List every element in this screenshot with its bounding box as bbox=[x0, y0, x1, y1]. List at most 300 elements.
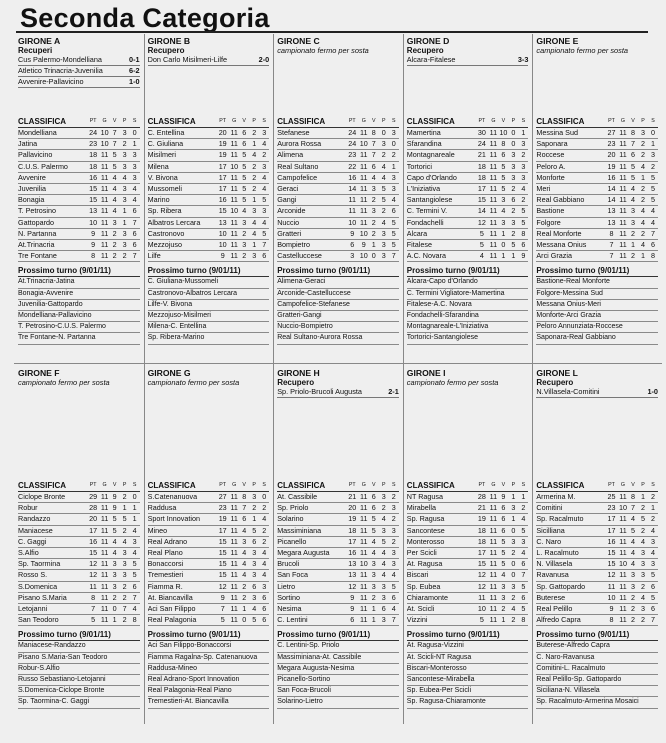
team-stat: 11 bbox=[230, 195, 238, 205]
team-stat: 6 bbox=[650, 240, 655, 250]
team-points: 15 bbox=[477, 559, 486, 569]
col-p: P bbox=[252, 118, 256, 124]
team-name: Roccese bbox=[536, 150, 565, 160]
team-stat: 2 bbox=[371, 217, 376, 227]
team-stat: 3 bbox=[132, 161, 137, 171]
team-stat: 4 bbox=[650, 548, 655, 558]
team-stat: 3 bbox=[391, 525, 396, 535]
recupero-score: 2-1 bbox=[388, 387, 399, 396]
standings-row bbox=[277, 206, 399, 217]
team-stat: 5 bbox=[521, 525, 526, 535]
team-name: Peloro A. bbox=[536, 161, 566, 171]
team-name: Stefanese bbox=[277, 128, 310, 137]
team-name: Per Scicli bbox=[406, 548, 437, 558]
standings-row bbox=[277, 604, 399, 615]
team-stat: 5 bbox=[391, 581, 396, 591]
team-stat: 6 bbox=[391, 206, 396, 216]
team-points: 19 bbox=[218, 139, 227, 149]
team-stat: 11 bbox=[100, 172, 109, 182]
team-name: Mirabella bbox=[406, 503, 436, 513]
col-g: G bbox=[491, 118, 496, 124]
team-points: 8 bbox=[91, 592, 96, 602]
team-name: Castronovo bbox=[147, 228, 185, 238]
team-stat: 1 bbox=[252, 139, 257, 149]
team-stat: 4 bbox=[521, 548, 526, 558]
team-stat: 3 bbox=[132, 536, 137, 546]
team-stat: 11 bbox=[100, 240, 109, 250]
girone-name: GIRONE B bbox=[147, 36, 191, 46]
standings-row bbox=[407, 503, 529, 514]
team-stat: 11 bbox=[360, 206, 368, 216]
recupero-score: 1-0 bbox=[129, 77, 140, 86]
team-stat: 3 bbox=[521, 161, 526, 171]
team-stat: 6 bbox=[242, 139, 247, 149]
team-stat: 2 bbox=[262, 525, 267, 535]
team-stat: 11 bbox=[489, 128, 498, 137]
team-points: 3 bbox=[350, 251, 355, 261]
team-stat: 3 bbox=[521, 172, 526, 182]
team-stat: 1 bbox=[242, 604, 247, 614]
team-stat: 3 bbox=[381, 592, 386, 602]
team-stat: 11 bbox=[230, 139, 238, 149]
standings-row bbox=[536, 206, 658, 217]
girone-name: GIRONE F bbox=[18, 368, 60, 378]
next-match: At. Ragusa-Vizzini bbox=[407, 641, 529, 652]
team-name: C. Entellina bbox=[147, 128, 185, 137]
team-points: 9 bbox=[609, 604, 614, 614]
team-stat: 11 bbox=[230, 184, 238, 194]
team-stat: 11 bbox=[489, 150, 498, 160]
next-match: Fitalese-A.C. Novara bbox=[407, 300, 529, 311]
team-stat: 10 bbox=[359, 251, 368, 261]
standings-row bbox=[536, 150, 658, 161]
next-match: Castronovo-Albatros Lercara bbox=[148, 289, 270, 300]
next-match: Real Palagonia-Real Piano bbox=[148, 686, 270, 697]
team-name: Sfarandina bbox=[406, 139, 442, 149]
team-name: Ravanusa bbox=[536, 570, 569, 580]
team-stat: 2 bbox=[630, 251, 635, 261]
team-stat: 5 bbox=[650, 172, 655, 182]
team-name: Sp. Gattopardo bbox=[536, 581, 586, 591]
team-stat: 4 bbox=[640, 592, 645, 602]
team-stat: 11 bbox=[230, 570, 238, 580]
team-name: Bonaccorsi bbox=[147, 559, 184, 569]
team-stat: 4 bbox=[640, 161, 645, 171]
team-stat: 4 bbox=[112, 536, 117, 546]
team-stat: 11 bbox=[360, 536, 368, 546]
standings-row bbox=[407, 514, 529, 525]
team-stat: 11 bbox=[489, 161, 498, 171]
team-name: At. Scicli bbox=[406, 604, 435, 614]
recupero-match: Sp. Priolo-Brucoli Augusta bbox=[277, 387, 362, 396]
team-stat: 5 bbox=[640, 514, 645, 524]
team-stat: 1 bbox=[640, 172, 645, 182]
team-stat: 0 bbox=[371, 251, 376, 261]
team-stat: 7 bbox=[371, 150, 376, 160]
team-stat: 7 bbox=[132, 251, 137, 261]
team-points: 15 bbox=[218, 548, 227, 558]
recupero-label: Recupero bbox=[406, 46, 444, 55]
team-stat: 2 bbox=[511, 592, 516, 602]
col-s: S bbox=[262, 118, 266, 124]
team-stat: 3 bbox=[630, 217, 635, 227]
team-stat: 3 bbox=[640, 570, 645, 580]
team-stat: 11 bbox=[230, 514, 238, 524]
team-points: 9 bbox=[350, 604, 355, 614]
team-stat: 3 bbox=[252, 559, 257, 569]
team-stat: 4 bbox=[242, 570, 247, 580]
standings-row bbox=[536, 503, 658, 514]
standings-row bbox=[407, 150, 529, 161]
team-points: 20 bbox=[89, 514, 98, 524]
team-name: Albatros Lercara bbox=[147, 217, 201, 227]
team-stat: 1 bbox=[640, 492, 645, 501]
standings-row bbox=[536, 604, 658, 615]
prossimo-turno-title: Prossimo turno (9/01/11) bbox=[536, 265, 658, 277]
recupero-label: Recupero bbox=[536, 378, 574, 387]
team-name: Fitalese bbox=[406, 240, 432, 250]
team-stat: 2 bbox=[650, 161, 655, 171]
team-stat: 11 bbox=[100, 548, 109, 558]
team-stat: 7 bbox=[132, 217, 137, 227]
team-stat: 3 bbox=[132, 150, 137, 160]
team-stat: 11 bbox=[619, 592, 627, 602]
team-name: Sp. Ribera bbox=[147, 206, 182, 216]
team-stat: 4 bbox=[501, 570, 506, 580]
team-stat: 3 bbox=[262, 128, 267, 137]
team-stat: 11 bbox=[489, 139, 498, 149]
recupero-row bbox=[148, 55, 270, 66]
team-stat: 2 bbox=[371, 195, 376, 205]
team-stat: 4 bbox=[132, 195, 137, 205]
team-stat: 8 bbox=[242, 492, 247, 501]
standings-row bbox=[277, 615, 399, 626]
team-points: 12 bbox=[477, 570, 486, 580]
team-stat: 4 bbox=[650, 217, 655, 227]
team-stat: 1 bbox=[371, 615, 376, 625]
team-stat: 11 bbox=[489, 548, 498, 558]
next-match: C. Lentini-Sp. Priolo bbox=[277, 641, 399, 652]
team-stat: 4 bbox=[650, 206, 655, 216]
team-name: Comitini bbox=[536, 503, 563, 513]
team-name: S.Catenanuova bbox=[147, 492, 198, 501]
next-match: Alimena-Geraci bbox=[277, 277, 399, 288]
team-stat: 11 bbox=[619, 251, 627, 261]
team-stat: 11 bbox=[360, 592, 368, 602]
team-stat: 1 bbox=[640, 251, 645, 261]
team-stat: 3 bbox=[252, 206, 257, 216]
team-stat: 2 bbox=[252, 172, 257, 182]
next-match: Tortorici-Santangiolese bbox=[407, 333, 529, 344]
standings-header bbox=[407, 116, 529, 128]
standings-row bbox=[148, 503, 270, 514]
classifica-label: CLASSIFICA bbox=[147, 481, 196, 490]
standings-row bbox=[148, 195, 270, 206]
standings-table bbox=[536, 116, 658, 345]
team-stat: 5 bbox=[501, 559, 506, 569]
team-stat: 7 bbox=[122, 604, 127, 614]
standings-row bbox=[18, 139, 140, 150]
team-stat: 5 bbox=[630, 525, 635, 535]
team-stat: 1 bbox=[122, 206, 127, 216]
team-name: Gattopardo bbox=[18, 217, 54, 227]
team-stat: 0 bbox=[132, 128, 137, 137]
team-points: 15 bbox=[607, 559, 616, 569]
team-stat: 4 bbox=[371, 172, 376, 182]
standings-row bbox=[407, 206, 529, 217]
team-name: Armerina M. bbox=[536, 492, 576, 501]
team-stat: 11 bbox=[619, 228, 627, 238]
team-name: Milena bbox=[147, 161, 169, 171]
team-stat: 3 bbox=[630, 570, 635, 580]
team-stat: 3 bbox=[122, 228, 127, 238]
standings-row bbox=[277, 184, 399, 195]
team-stat: 11 bbox=[230, 492, 238, 501]
standings-row bbox=[148, 251, 270, 262]
team-stat: 5 bbox=[112, 514, 117, 524]
recupero-match: Cus Palermo-Mondelliana bbox=[18, 55, 102, 64]
girone-block bbox=[532, 34, 662, 364]
team-stat: 11 bbox=[100, 206, 109, 216]
team-stat: 11 bbox=[360, 184, 368, 194]
team-points: 16 bbox=[607, 172, 616, 182]
team-name: Alimena bbox=[277, 150, 304, 160]
team-stat: 5 bbox=[521, 217, 526, 227]
team-stat: 4 bbox=[242, 206, 247, 216]
standings-row bbox=[407, 195, 529, 206]
gironi-grid bbox=[14, 34, 662, 734]
team-points: 15 bbox=[89, 548, 98, 558]
team-stat: 1 bbox=[650, 139, 655, 149]
girone-block bbox=[144, 366, 274, 706]
team-stat: 6 bbox=[521, 240, 526, 250]
team-stat: 7 bbox=[650, 228, 655, 238]
team-stat: 11 bbox=[619, 195, 627, 205]
team-name: Folgore bbox=[536, 217, 561, 227]
team-stat: 3 bbox=[112, 217, 117, 227]
team-points: 15 bbox=[218, 559, 227, 569]
team-stat: 2 bbox=[112, 592, 117, 602]
standings-row bbox=[277, 492, 399, 503]
team-stat: 11 bbox=[489, 228, 498, 238]
team-name: Campofelice bbox=[277, 172, 318, 182]
team-stat: 11 bbox=[619, 240, 627, 250]
team-stat: 3 bbox=[501, 581, 506, 591]
team-stat: 3 bbox=[501, 592, 506, 602]
girone-name: GIRONE A bbox=[18, 36, 61, 46]
recupero-row bbox=[277, 387, 399, 398]
team-stat: 2 bbox=[122, 139, 127, 149]
team-stat: 7 bbox=[650, 615, 655, 625]
col-s: S bbox=[262, 482, 266, 488]
prossimo-turno-title: Prossimo turno (9/01/11) bbox=[18, 265, 140, 277]
classifica-label: CLASSIFICA bbox=[18, 481, 66, 490]
col-p: P bbox=[511, 118, 516, 124]
team-stat: 3 bbox=[252, 492, 257, 501]
team-stat: 6 bbox=[501, 503, 506, 513]
team-stat: 3 bbox=[112, 559, 117, 569]
standings-row bbox=[148, 218, 270, 229]
col-g: G bbox=[491, 482, 496, 488]
team-stat: 6 bbox=[242, 128, 247, 137]
team-stat: 3 bbox=[511, 161, 516, 171]
team-stat: 2 bbox=[511, 184, 516, 194]
team-points: 30 bbox=[477, 128, 486, 137]
team-points: 10 bbox=[477, 604, 486, 614]
team-points: 17 bbox=[348, 536, 357, 546]
team-points: 5 bbox=[479, 240, 484, 250]
standings-table bbox=[407, 116, 529, 345]
team-points: 9 bbox=[220, 251, 225, 261]
standings-table bbox=[18, 480, 140, 709]
col-v: V bbox=[242, 118, 246, 124]
team-points: 24 bbox=[477, 139, 486, 149]
standings-row bbox=[18, 128, 140, 139]
team-stat: 7 bbox=[391, 251, 396, 261]
recupero-score: 6-2 bbox=[129, 66, 140, 75]
team-stat: 6 bbox=[262, 251, 267, 261]
standings-row bbox=[18, 615, 140, 626]
standings-row bbox=[536, 582, 658, 593]
classifica-label: CLASSIFICA bbox=[277, 117, 326, 126]
team-stat: 6 bbox=[132, 228, 137, 238]
recupero-label: Recupero bbox=[147, 46, 185, 55]
team-stat: 2 bbox=[391, 514, 396, 524]
team-stat: 5 bbox=[521, 604, 526, 614]
standings-row bbox=[277, 526, 399, 537]
team-stat: 3 bbox=[122, 128, 127, 137]
team-stat: 5 bbox=[650, 592, 655, 602]
standings-row bbox=[18, 240, 140, 251]
standings-row bbox=[407, 559, 529, 570]
standings-row bbox=[148, 526, 270, 537]
team-stat: 3 bbox=[371, 581, 376, 591]
team-stat: 2 bbox=[242, 228, 247, 238]
team-stat: 11 bbox=[100, 570, 109, 580]
next-match: Sp. Ragusa-Chiaramonte bbox=[407, 697, 529, 708]
team-name: Bompietro bbox=[277, 240, 310, 250]
team-points: 21 bbox=[348, 492, 357, 501]
team-stat: 11 bbox=[619, 581, 627, 591]
team-points: 7 bbox=[609, 240, 614, 250]
team-stat: 2 bbox=[112, 240, 117, 250]
team-stat: 11 bbox=[100, 228, 109, 238]
team-stat: 5 bbox=[262, 195, 267, 205]
team-stat: 7 bbox=[391, 615, 396, 625]
team-stat: 2 bbox=[640, 150, 645, 160]
team-stat: 3 bbox=[132, 172, 137, 182]
next-match: Folgore-Messina Sud bbox=[536, 289, 658, 300]
team-stat: 2 bbox=[371, 592, 376, 602]
team-stat: 11 bbox=[230, 581, 238, 591]
team-name: Fondachelli bbox=[406, 217, 444, 227]
next-match: Sp. Taormina-C. Gaggi bbox=[18, 697, 140, 708]
team-stat: 3 bbox=[262, 581, 267, 591]
standings-row bbox=[536, 593, 658, 604]
team-name: Massiminiana bbox=[277, 525, 322, 535]
team-stat: 4 bbox=[262, 217, 267, 227]
girone-name: GIRONE C bbox=[277, 36, 320, 46]
team-points: 8 bbox=[609, 228, 614, 238]
team-name: Saponara bbox=[536, 139, 568, 149]
team-stat: 2 bbox=[262, 150, 267, 160]
prossimo-turno-title: Prossimo turno (9/01/11) bbox=[277, 629, 399, 641]
standings-table bbox=[536, 480, 658, 709]
next-match: Arconide-Castelluccese bbox=[277, 289, 399, 300]
team-name: Real Pelillo bbox=[536, 604, 573, 614]
team-points: 13 bbox=[89, 206, 98, 216]
team-stat: 0 bbox=[501, 240, 506, 250]
standings-row bbox=[148, 240, 270, 251]
team-points: 9 bbox=[91, 240, 96, 250]
team-stat: 3 bbox=[650, 559, 655, 569]
team-stat: 3 bbox=[381, 251, 386, 261]
team-points: 10 bbox=[607, 592, 616, 602]
team-name: Sancontese bbox=[406, 525, 445, 535]
standings-row bbox=[18, 559, 140, 570]
team-stat: 4 bbox=[262, 172, 267, 182]
standings-row bbox=[536, 184, 658, 195]
team-name: Bastione bbox=[536, 206, 565, 216]
standings-header bbox=[148, 116, 270, 128]
team-stat: 5 bbox=[650, 570, 655, 580]
standings-row bbox=[18, 173, 140, 184]
team-stat: 11 bbox=[230, 615, 238, 625]
next-match: Nuccio-Bompietro bbox=[277, 322, 399, 333]
team-stat: 0 bbox=[511, 128, 516, 137]
standings-row bbox=[407, 173, 529, 184]
team-points: 9 bbox=[350, 592, 355, 602]
team-stat: 0 bbox=[511, 570, 516, 580]
standings-row bbox=[277, 218, 399, 229]
team-name: Sortino bbox=[277, 592, 300, 602]
team-stat: 3 bbox=[122, 559, 127, 569]
next-match: Mondelliana-Pallavicino bbox=[18, 311, 140, 322]
col-pt: PT bbox=[89, 118, 97, 124]
team-stat: 1 bbox=[371, 604, 376, 614]
standings-row bbox=[18, 582, 140, 593]
standings-row bbox=[277, 548, 399, 559]
next-match: Messana Onius-Meri bbox=[536, 300, 658, 311]
team-stat: 3 bbox=[521, 139, 526, 149]
classifica-label: CLASSIFICA bbox=[536, 481, 585, 490]
team-stat: 4 bbox=[252, 604, 257, 614]
team-points: 12 bbox=[477, 581, 486, 591]
standings-row bbox=[148, 559, 270, 570]
team-stat: 4 bbox=[252, 228, 257, 238]
standings-row bbox=[536, 173, 658, 184]
team-name: Tremestieri bbox=[147, 570, 184, 580]
team-stat: 11 bbox=[230, 559, 238, 569]
standings-table bbox=[148, 480, 270, 709]
standings-row bbox=[18, 492, 140, 503]
team-stat: 5 bbox=[501, 184, 506, 194]
team-stat: 6 bbox=[630, 150, 635, 160]
team-stat: 5 bbox=[242, 172, 247, 182]
team-stat: 3 bbox=[252, 548, 257, 558]
next-match: Massiminiana-At. Cassibile bbox=[277, 653, 399, 664]
team-stat: 11 bbox=[360, 150, 368, 160]
team-stat: 4 bbox=[132, 525, 137, 535]
team-name: Meri bbox=[536, 184, 551, 194]
team-stat: 11 bbox=[489, 536, 498, 546]
team-stat: 3 bbox=[381, 581, 386, 591]
col-pt: PT bbox=[608, 118, 615, 124]
col-pt: PT bbox=[219, 118, 227, 124]
team-stat: 11 bbox=[360, 172, 368, 182]
standings-row bbox=[407, 492, 529, 503]
team-stat: 8 bbox=[371, 128, 376, 137]
